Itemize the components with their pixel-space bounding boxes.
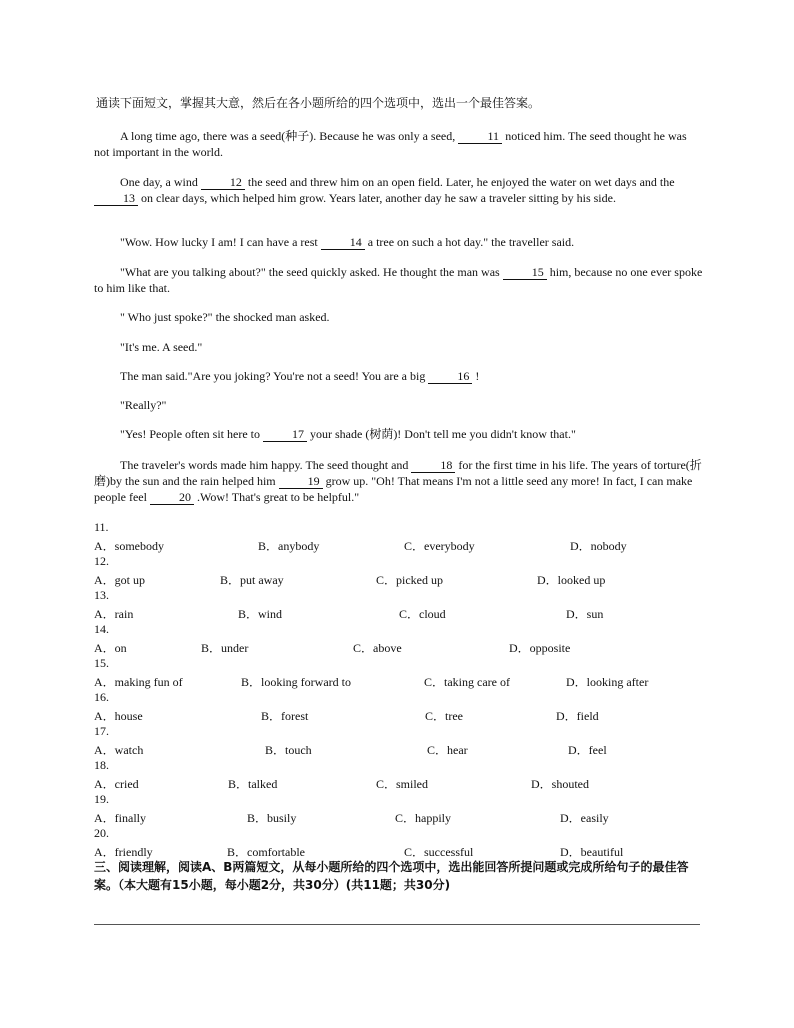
option-c[interactable]: C．everybody (404, 539, 475, 553)
option-a[interactable]: A．friendly (94, 845, 153, 859)
option-c[interactable]: C．taking care of (424, 675, 510, 689)
blank-16: 16 (428, 370, 472, 384)
option-c[interactable]: C．smiled (376, 777, 429, 791)
option-b[interactable]: B．wind (238, 607, 283, 621)
option-a[interactable]: A．finally (94, 811, 146, 825)
option-a[interactable]: A．making fun of (94, 675, 183, 689)
passage-paragraph-9 (94, 426, 704, 442)
option-b[interactable]: B．touch (265, 743, 312, 757)
option-d[interactable]: D．looking after (566, 675, 649, 689)
text: noticed him. The seed thought he was not important in the world. (94, 129, 687, 159)
option-b[interactable]: B．put away (220, 573, 284, 587)
question-number: 14. (94, 622, 109, 636)
blank-18: 18 (411, 459, 455, 473)
option-a[interactable]: A．somebody (94, 539, 164, 553)
option-d[interactable]: D．easily (560, 811, 609, 825)
question-number: 13. (94, 588, 109, 602)
option-a[interactable]: A．on (94, 641, 127, 655)
option-d[interactable]: D．opposite (509, 641, 571, 655)
passage-paragraph-8: "Really?" (120, 398, 167, 412)
question-number: 12. (94, 554, 109, 568)
passage-paragraph-7 (94, 368, 704, 384)
option-b[interactable]: B．busily (247, 811, 297, 825)
option-d[interactable]: D．looked up (537, 573, 606, 587)
text: A long time ago, there was a seed(种子). Because he was only a seed, (120, 129, 456, 143)
blank-11: 11 (458, 130, 502, 144)
option-a[interactable]: A．got up (94, 573, 146, 587)
text: on clear days, which helped him grow. Years later, another day he saw a traveler sitting by his side. (141, 191, 616, 205)
option-c[interactable]: C．picked up (376, 573, 443, 587)
text: grow up. "Oh! That means I'm not a little seed any more! In fact, I can make people feel (94, 474, 693, 504)
option-c[interactable]: C．above (353, 641, 402, 655)
passage-paragraph-4 (94, 264, 704, 296)
option-d[interactable]: D．feel (568, 743, 607, 757)
blank-14: 14 (321, 236, 365, 250)
option-b[interactable]: B．anybody (258, 539, 320, 553)
option-c[interactable]: C．successful (404, 845, 474, 859)
option-d[interactable]: D．sun (566, 607, 604, 621)
option-b[interactable]: B．comfortable (227, 845, 305, 859)
text: the seed and threw him on an open field. Later, he enjoyed the water on wet days and the (247, 175, 675, 189)
text: for the first time in his life. The years of torture(折磨)by the sun and the rain helped him (94, 458, 702, 488)
option-b[interactable]: B．talked (228, 777, 278, 791)
instructions: 通读下面短文，掌握其大意，然后在各小题所给的四个选项中，选出一个最佳答案。 (96, 96, 541, 110)
divider-line (94, 924, 700, 925)
text: "Yes! People often sit here to (120, 427, 260, 441)
text: ! (475, 369, 480, 383)
blank-20: 20 (150, 491, 194, 505)
question-number: 19. (94, 792, 109, 806)
option-a[interactable]: A．cried (94, 777, 139, 791)
option-a[interactable]: A．house (94, 709, 143, 723)
section-3-heading: 三、阅读理解，阅读A、B两篇短文，从每小题所给的四个选项中，选出能回答所提问题或完成所给句子的最佳答案。（本大题有15小题，每小题2分，共30分）(共11题；共30分) (94, 860, 689, 892)
passage-paragraph-3 (94, 234, 704, 250)
blank-19: 19 (279, 475, 323, 489)
text: "What are you talking about?" the seed quickly asked. He thought the man was (120, 265, 500, 279)
passage-paragraph-1 (94, 128, 704, 160)
text: .Wow! That's great to be helpful." (196, 490, 360, 504)
option-d[interactable]: D．nobody (570, 539, 627, 553)
blank-12: 12 (201, 176, 245, 190)
option-b[interactable]: B．under (201, 641, 249, 655)
question-number: 16. (94, 690, 109, 704)
question-number: 20. (94, 826, 109, 840)
option-a[interactable]: A．watch (94, 743, 144, 757)
text: The man said."Are you joking? You're not a seed! You are a big (120, 369, 426, 383)
option-b[interactable]: B．forest (261, 709, 309, 723)
text: The traveler's words made him happy. The seed thought and (120, 458, 409, 472)
text: him, because no one ever spoke to him like that. (94, 265, 703, 295)
passage-paragraph-10 (94, 457, 704, 505)
option-d[interactable]: D．field (556, 709, 599, 723)
passage-paragraph-2 (94, 174, 704, 206)
option-a[interactable]: A．rain (94, 607, 134, 621)
blank-17: 17 (263, 428, 307, 442)
option-d[interactable]: D．shouted (531, 777, 589, 791)
text: your shade (树荫)! Don't tell me you didn't know that." (310, 427, 576, 441)
option-c[interactable]: C．tree (425, 709, 463, 723)
option-c[interactable]: C．happily (395, 811, 451, 825)
text: One day, a wind (120, 175, 198, 189)
blank-15: 15 (503, 266, 547, 280)
option-d[interactable]: D．beautiful (560, 845, 624, 859)
question-number: 18. (94, 758, 109, 772)
blank-13: 13 (94, 192, 138, 206)
question-number: 15. (94, 656, 109, 670)
question-number: 11. (94, 520, 109, 534)
option-c[interactable]: C．hear (427, 743, 468, 757)
text: "Wow. How lucky I am! I can have a rest (120, 235, 318, 249)
question-number: 17. (94, 724, 109, 738)
text: a tree on such a hot day." the traveller said. (367, 235, 575, 249)
option-c[interactable]: C．cloud (399, 607, 446, 621)
option-b[interactable]: B．looking forward to (241, 675, 351, 689)
passage-paragraph-5: " Who just spoke?" the shocked man asked. (120, 310, 330, 324)
passage-paragraph-6: "It's me. A seed." (120, 340, 203, 354)
